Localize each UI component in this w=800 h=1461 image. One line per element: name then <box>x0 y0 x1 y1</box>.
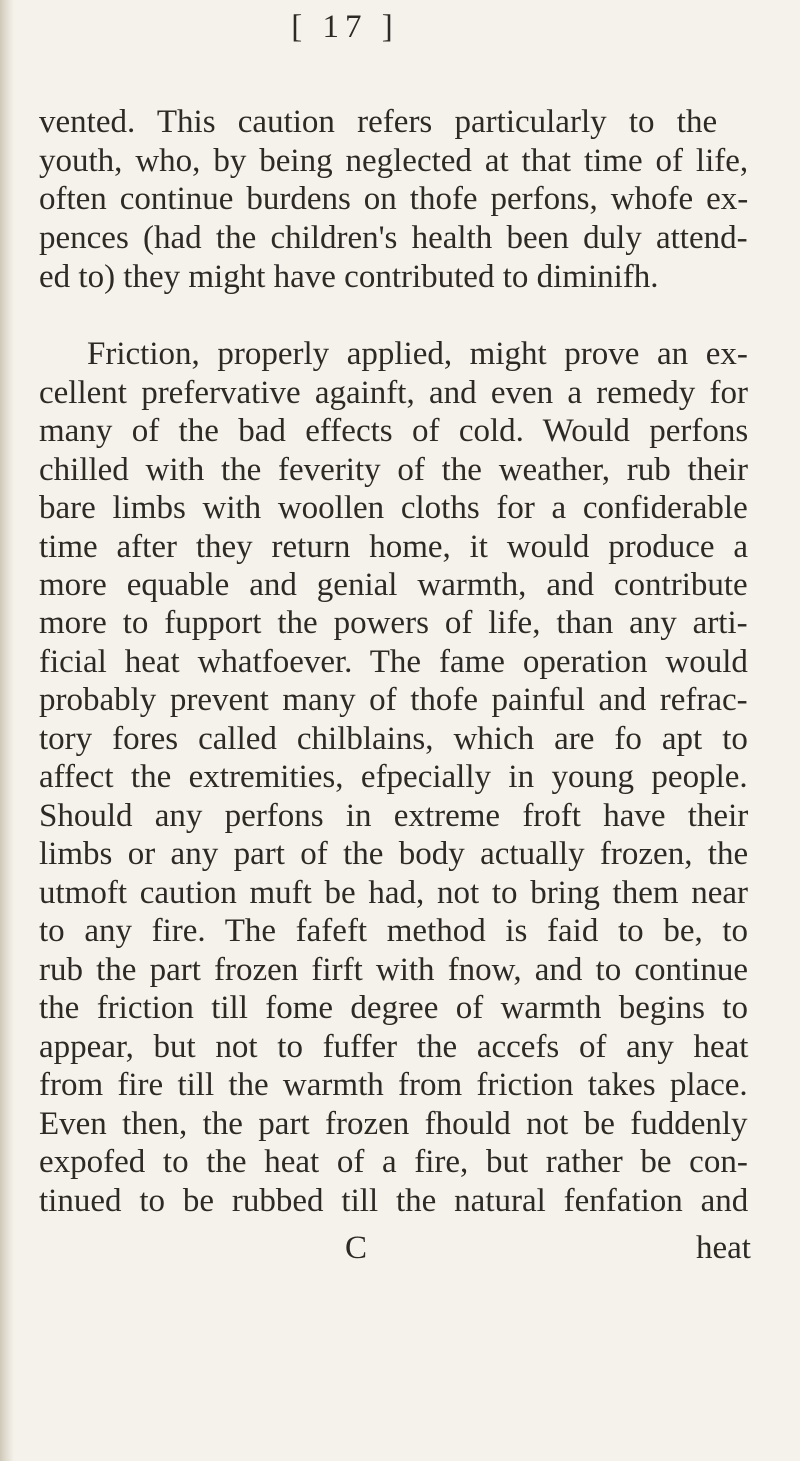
page-footer <box>0 1229 800 1269</box>
text-line: ficial heat whatfoever. The fame operation would <box>39 644 748 680</box>
text-line: often continue burdens on thofe perfons, whofe ex- <box>39 181 749 217</box>
text-line: time after they return home, it would produce a <box>39 529 749 565</box>
text-line: appear, but not to fuffer the accefs of any heat <box>39 1029 749 1065</box>
text-line: from fire till the warmth from friction takes place. <box>39 1067 748 1103</box>
catchword: heat <box>696 1230 751 1266</box>
page-header <box>0 8 800 46</box>
text-line: to any fire. The fafeft method is faid to be, to <box>39 913 749 949</box>
text-line: more equable and genial warmth, and contribute <box>39 567 748 603</box>
text-line: Should any perfons in extreme froft have their <box>39 798 749 834</box>
text-line: chilled with the feverity of the weather, rub their <box>39 452 749 488</box>
text-line: bare limbs with woollen cloths for a confiderable <box>39 490 748 526</box>
text-line: tory fores called chilblains, which are fo apt to <box>39 721 748 757</box>
text-line: the friction till fome degree of warmth begins to <box>39 990 748 1026</box>
text-line: more to fupport the powers of life, than any arti- <box>39 605 748 641</box>
text-line: many of the bad effects of cold. Would perfons <box>39 413 749 449</box>
page-number: [ 17 ] <box>291 9 399 45</box>
text-line: utmoft caution muft be had, not to bring them near <box>39 875 749 911</box>
text-line: expofed to the heat of a fire, but rather be con- <box>39 1144 748 1180</box>
text-line: ed to) they might have contributed to diminifh. <box>39 259 659 295</box>
text-line: tinued to be rubbed till the natural fenfation and <box>39 1183 749 1219</box>
text-line: cellent prefervative againft, and even a remedy for <box>39 375 748 411</box>
signature-mark: C <box>345 1230 368 1266</box>
text-line: affect the extremities, efpecially in young people. <box>39 759 748 795</box>
text-line: vented. This caution refers particularly to the <box>39 104 718 140</box>
text-line: rub the part frozen firft with fnow, and to continue <box>39 952 748 988</box>
text-line: limbs or any part of the body actually frozen, the <box>39 836 749 872</box>
text-line: probably prevent many of thofe painful and refrac- <box>39 682 748 718</box>
text-line: Even then, the part frozen fhould not be fuddenly <box>39 1106 748 1142</box>
text-line: youth, who, by being neglected at that time of life, <box>39 143 749 179</box>
text-line: pences (had the children's health been duly attend- <box>39 220 748 256</box>
text-line: Friction, properly applied, might prove an ex- <box>87 336 748 372</box>
